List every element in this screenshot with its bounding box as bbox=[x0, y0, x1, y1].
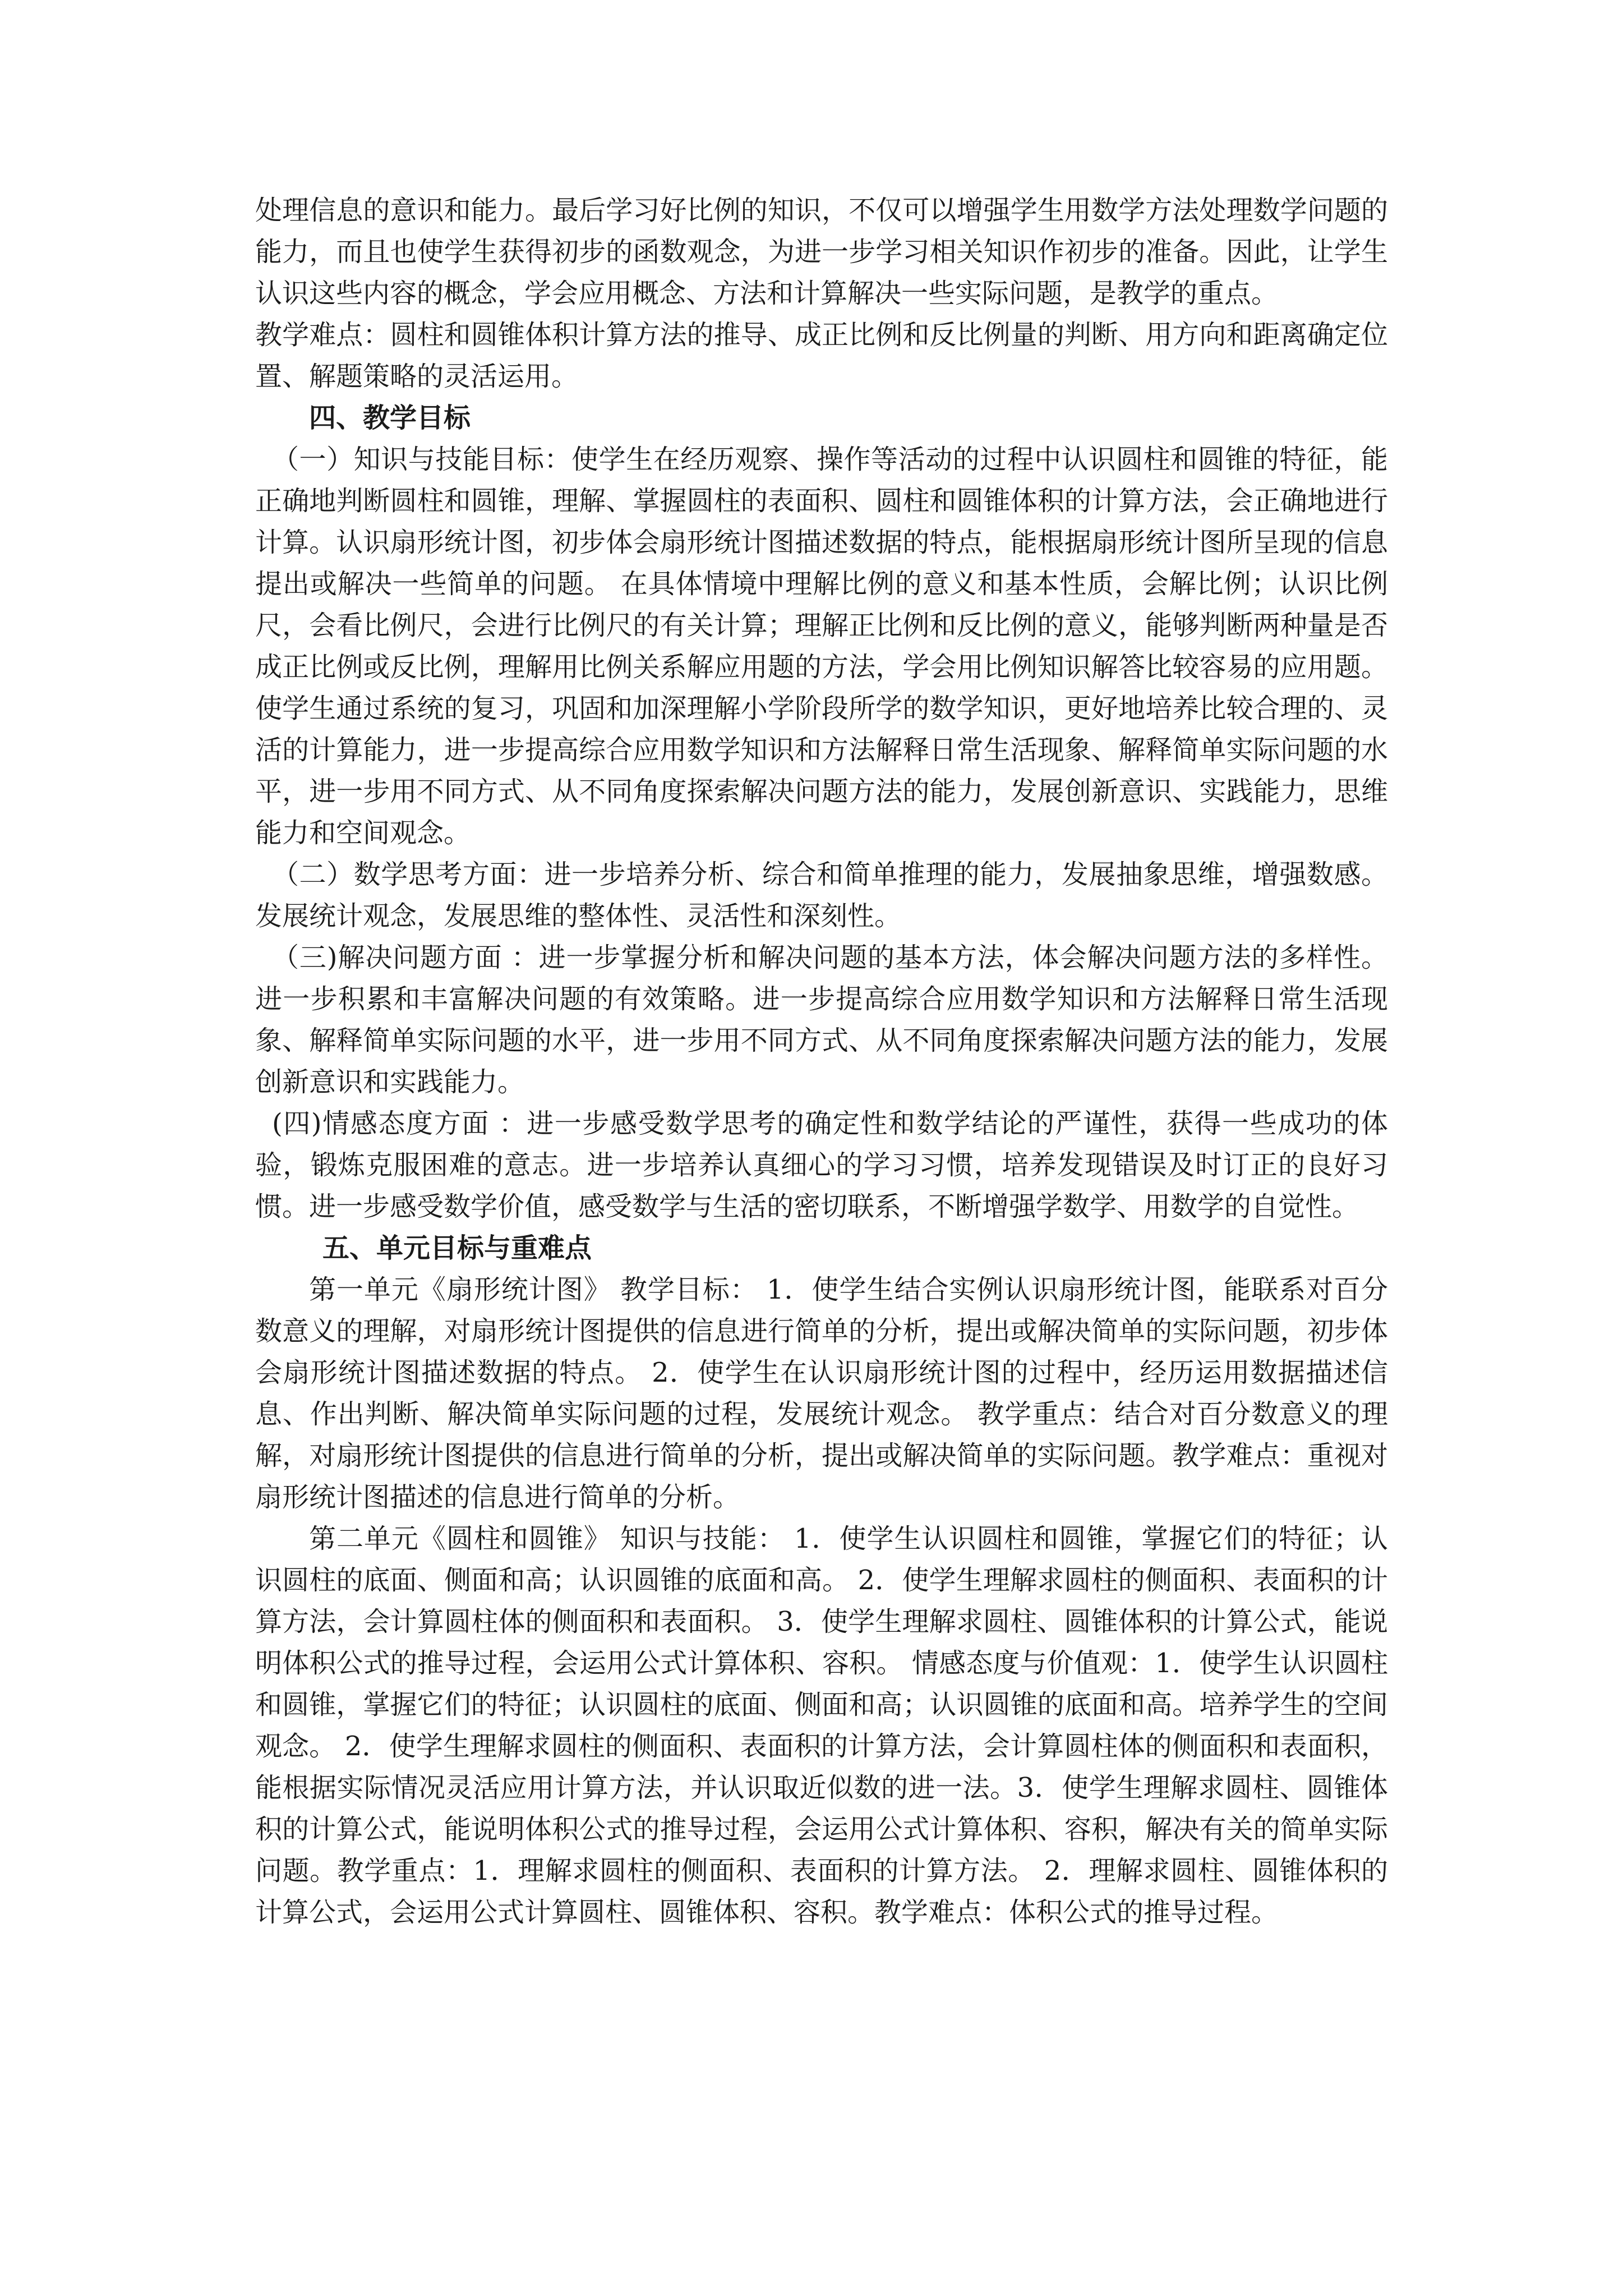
paragraph-goal-emotion-attitude: (四)情感态度方面 ：进一步感受数学思考的确定性和数学结论的严谨性，获得一些成功的体验，锻炼克服困难的意志。进一步培养认真细心的学习习惯，培养发现错误及时订正的良好习惯。进一步感受数学价值，感受数学与生活的密切联系，不断增强学数学、用数学的自觉性。 bbox=[255, 1108, 1388, 1222]
paragraph-goal-knowledge-skills: （一）知识与技能目标：使学生在经历观察、操作等活动的过程中认识圆柱和圆锥的特征，能正确地判断圆柱和圆锥，理解、掌握圆柱的表面积、圆柱和圆锥体积的计算方法，会正确地进行计算。认识扇形统计图，初步体会扇形统计图描述数据的特点，能根据扇形统计图所呈现的信息提出或解决一些简单的问题。 在具体情境中理解比例的意义和基本性质，会解比例；认识比例尺，会看比例尺，会进行比例尺的有关计算；理解正比例和反比例的意义，能够判断两种量是否成正比例或反比例，理解用比例关系解应用题的方法，学会用比例知识解答比较容易的应用题。使学生通过系统的复习，巩固和加深理解小学阶段所学的数学知识，更好地培养比较合理的、灵活的计算能力，进一步提高综合应用数学知识和方法解释日常生活现象、解释简单实际问题的水平，进一步用不同方式、从不同角度探索解决问题方法的能力，发展创新意识、实践能力，思维能力和空间观念。 bbox=[255, 444, 1388, 849]
paragraph-goal-math-thinking: （二）数学思考方面：进一步培养分析、综合和简单推理的能力，发展抽象思维，增强数感。发展统计观念，发展思维的整体性、灵活性和深刻性。 bbox=[255, 859, 1388, 932]
section-heading-unit-goals: 五、单元目标与重难点 bbox=[322, 1232, 592, 1264]
paragraph-unit-2: 第二单元《圆柱和圆锥》 知识与技能： 1．使学生认识圆柱和圆锥，掌握它们的特征；认识圆柱的底面、侧面和高；认识圆锥的底面和高。 2．使学生理解求圆柱的侧面积、表面积的计算方法，会计算圆柱体的侧面积和表面积。 3．使学生理解求圆柱、圆锥体积的计算公式，能说明体积公式的推导过程，会运用公式计算体积、容积。 情感态度与价值观：1．使学生认识圆柱和圆锥，掌握它们的特征；认识圆柱的底面、侧面和高；认识圆锥的底面和高。培养学生的空间观念。 2．使学生理解求圆柱的侧面积、表面积的计算方法，会计算圆柱体的侧面积和表面积，能根据实际情况灵活应用计算方法，并认识取近似数的进一法。3．使学生理解求圆柱、圆锥体积的计算公式，能说明体积公式的推导过程，会运用公式计算体积、容积，解决有关的简单实际问题。教学重点：1．理解求圆柱的侧面积、表面积的计算方法。 2．理解求圆柱、圆锥体积的计算公式，会运用公式计算圆柱、圆锥体积、容积。教学难点：体积公式的推导过程。 bbox=[255, 1523, 1388, 1928]
paragraph-goal-problem-solving: （三)解决问题方面 ：进一步掌握分析和解决问题的基本方法，体会解决问题方法的多样性。进一步积累和丰富解决问题的有效策略。进一步提高综合应用数学知识和方法解释日常生活现象、解释简单实际问题的水平，进一步用不同方式、从不同角度探索解决问题方法的能力，发展创新意识和实践能力。 bbox=[255, 942, 1388, 1098]
paragraph-unit-1: 第一单元《扇形统计图》 教学目标： 1．使学生结合实例认识扇形统计图，能联系对百分数意义的理解，对扇形统计图提供的信息进行简单的分析，提出或解决简单的实际问题，初步体会扇形统计图描述数据的特点。 2．使学生在认识扇形统计图的过程中，经历运用数据描述信息、作出判断、解决简单实际问题的过程，发展统计观念。 教学重点：结合对百分数意义的理解，对扇形统计图提供的信息进行简单的分析，提出或解决简单的实际问题。教学难点：重视对扇形统计图描述的信息进行简单的分析。 bbox=[255, 1274, 1388, 1513]
paragraph-teaching-difficulty: 教学难点：圆柱和圆锥体积计算方法的推导、成正比例和反比例量的判断、用方向和距离确定位置、解题策略的灵活运用。 bbox=[255, 319, 1388, 392]
document-page bbox=[255, 190, 1388, 1933]
paragraph-intro: 处理信息的意识和能力。最后学习好比例的知识，不仅可以增强学生用数学方法处理数学问题的能力，而且也使学生获得初步的函数观念，为进一步学习相关知识作初步的准备。因此，让学生认识这些内容的概念，学会应用概念、方法和计算解决一些实际问题，是教学的重点。 bbox=[255, 195, 1388, 309]
section-heading-teaching-goals: 四、教学目标 bbox=[309, 402, 471, 434]
